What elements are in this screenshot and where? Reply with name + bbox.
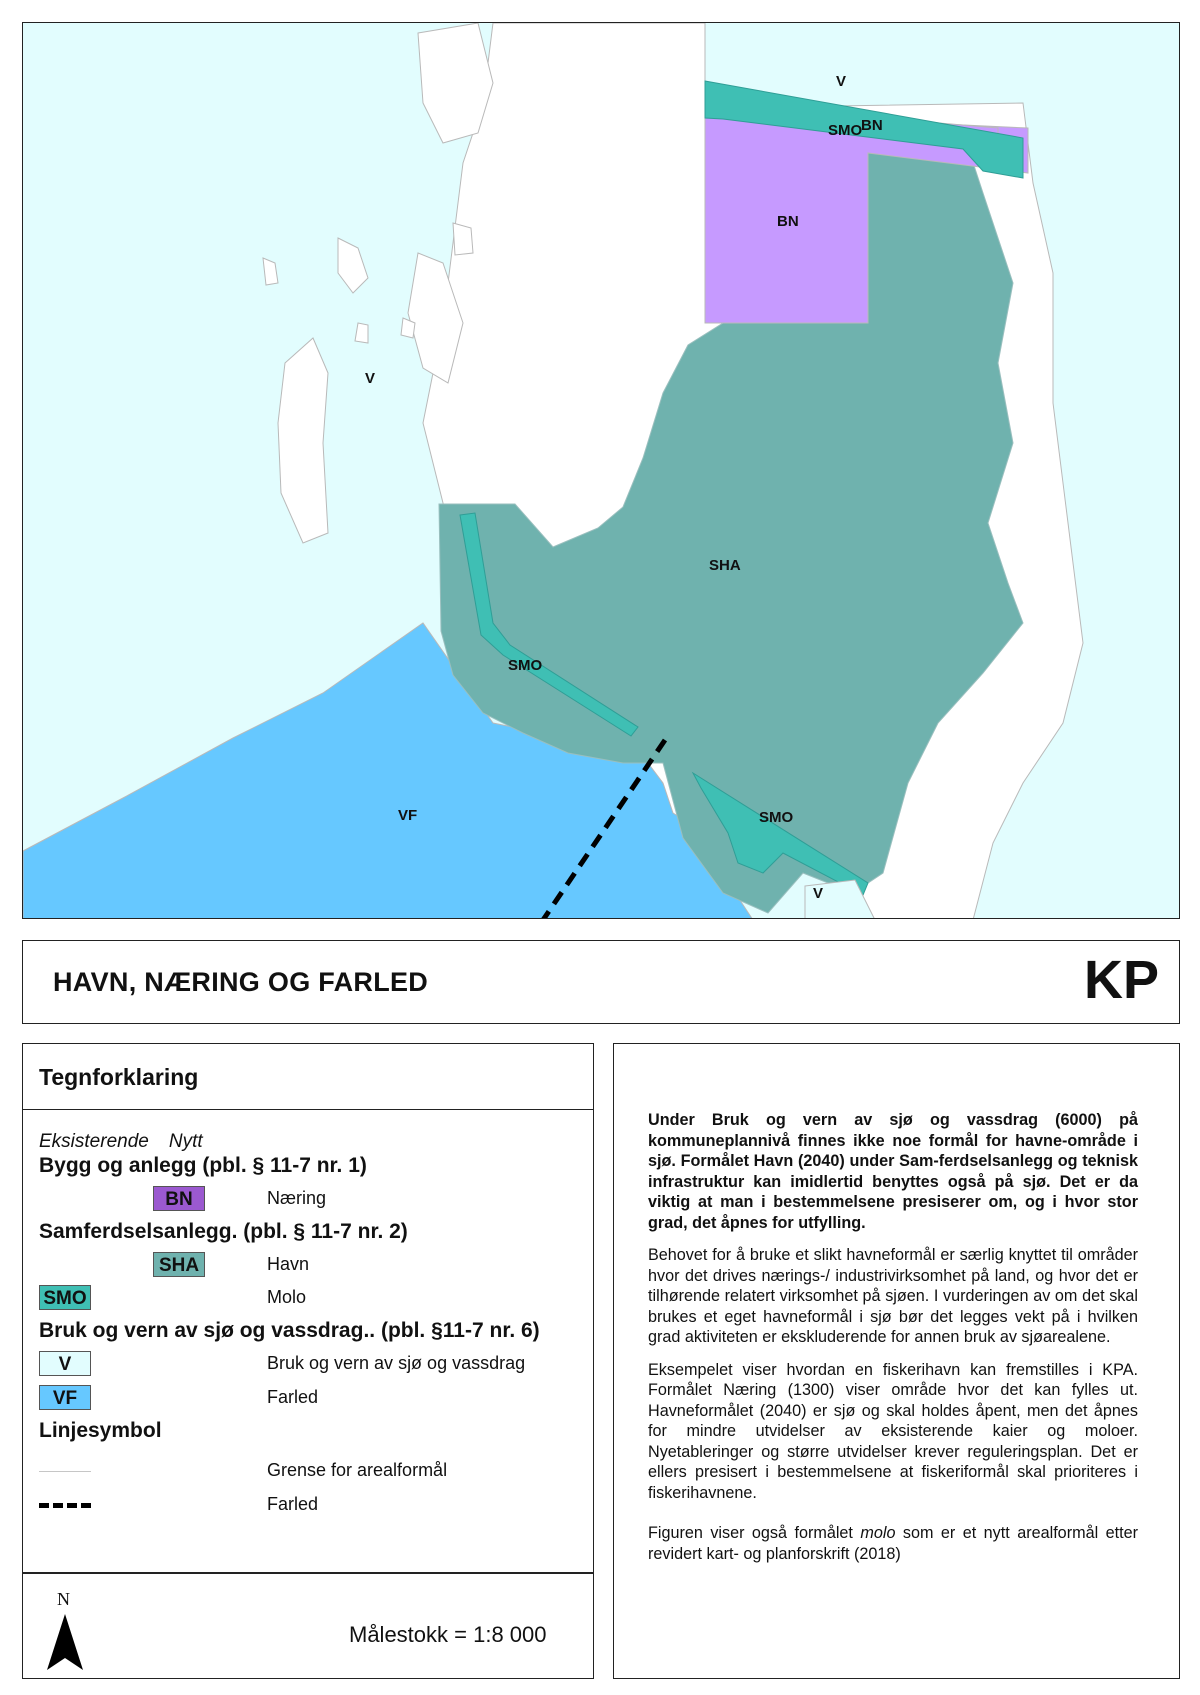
legend-swatch-vf: VF bbox=[39, 1385, 91, 1410]
paragraph-1: Under Bruk og vern av sjø og vassdrag (6000) på kommuneplannivå finnes ikke noe formål for havne-område i sjø. Formålet Havn (2040) under Sam-ferdselsanlegg og teknisk infrastruktur kan imidlertid benyttes også på sjø. Det er da viktig at man i bestemmelsene presiserer om, og i hvor stor grad, det åpnes for utfylling. bbox=[648, 1111, 1138, 1232]
map-label-v-south: V bbox=[813, 885, 824, 902]
legend-label-molo: Molo bbox=[267, 1287, 307, 1307]
legend-divider bbox=[23, 1572, 593, 1574]
title-box bbox=[22, 940, 1180, 1024]
map-label-smo-top: SMO bbox=[828, 122, 863, 139]
paragraph-4-emphasis: molo bbox=[860, 1524, 896, 1542]
legend-line-grense bbox=[39, 1471, 91, 1472]
legend-label-bruk-og-vern: Bruk og vern av sjø og vassdrag bbox=[267, 1353, 526, 1373]
legend-section-bygg: Bygg og anlegg (pbl. § 11-7 nr. 1) bbox=[39, 1154, 367, 1177]
legend-columns bbox=[39, 1131, 203, 1153]
map-label-v-north: V bbox=[836, 73, 847, 90]
paragraph-4 bbox=[648, 1523, 1138, 1564]
legend-swatch-v: V bbox=[39, 1351, 91, 1376]
map-label-bn: BN bbox=[777, 213, 799, 230]
legend-swatch-bn: BN bbox=[153, 1186, 205, 1211]
legend-title: Tegnforklaring bbox=[39, 1064, 199, 1090]
legend-label-grense: Grense for arealformål bbox=[267, 1460, 448, 1480]
legend-swatch-sha: SHA bbox=[153, 1252, 205, 1277]
text-panel bbox=[613, 1043, 1180, 1679]
legend-section-samferdsel: Samferdselsanlegg. (pbl. § 11-7 nr. 2) bbox=[39, 1220, 408, 1243]
scale-text: Målestokk = 1:8 000 bbox=[349, 1622, 547, 1647]
map-label-vf: VF bbox=[398, 807, 418, 824]
map-title: HAVN, NÆRING OG FARLED bbox=[53, 967, 429, 997]
paragraph-4-post: som er et nytt arealformål etter revidert kart- og planforskrift (2018) bbox=[648, 1524, 1138, 1563]
map-label-smo-south: SMO bbox=[759, 809, 794, 826]
map-label-v-west: V bbox=[365, 370, 376, 387]
legend-section-linjesymbol: Linjesymbol bbox=[39, 1419, 162, 1442]
paragraph-2: Behovet for å bruke et slikt havneformål er særlig knyttet til områder hvor det drives nærings-/ industrivirksomhet på land, og hvor det er tilhørende relatert virksomhet på sjøen. I vurderingen av om det skal brukes et eget havneformål i sjø bør det legges vekt på i hvilken grad aktiviteten er ekskluderende for annen bruk av sjøarealene. bbox=[648, 1246, 1138, 1346]
plan-code: KP bbox=[1083, 950, 1159, 1010]
legend-label-farled: Farled bbox=[267, 1387, 319, 1407]
legend-label-farled-line: Farled bbox=[267, 1494, 319, 1514]
legend-col-existing: Eksisterende bbox=[39, 1131, 149, 1152]
map-label-smo-west: SMO bbox=[508, 657, 543, 674]
north-arrow-icon bbox=[45, 1614, 85, 1670]
legend-label-naering: Næring bbox=[267, 1188, 327, 1208]
legend-section-bruk-og-vern: Bruk og vern av sjø og vassdrag.. (pbl. §11-7 nr. 6) bbox=[39, 1319, 540, 1342]
text-body bbox=[648, 1110, 1138, 1576]
map-canvas[interactable] bbox=[23, 23, 1180, 919]
legend-col-new: Nytt bbox=[168, 1131, 203, 1152]
map-label-sha: SHA bbox=[709, 557, 741, 574]
paragraph-4-pre: Figuren viser også formålet bbox=[648, 1524, 861, 1542]
legend bbox=[22, 1043, 594, 1679]
paragraph-3: Eksempelet viser hvordan en fiskerihavn kan fremstilles i KPA. Formålet Næring (1300) viser område hvor det kan fylles ut. Havneformålet (2040) er sjø og skal holdes åpent, men det åpnes for mindre utvidelser av eksisterende kaier og moloer. Nyetableringer og større utvidelser krever reguleringsplan. Det er ellers presisert i bestemmelsene at fiskeriformål skal prioriteres i fiskerihavnene. bbox=[648, 1360, 1138, 1502]
legend-label-havn: Havn bbox=[267, 1254, 310, 1274]
map-label-bn-top: BN bbox=[861, 117, 883, 134]
legend-swatch-smo: SMO bbox=[39, 1285, 91, 1310]
legend-line-farled bbox=[39, 1503, 91, 1508]
north-label: N bbox=[57, 1589, 70, 1609]
map-frame bbox=[22, 22, 1180, 919]
legend-header bbox=[23, 1044, 593, 1110]
